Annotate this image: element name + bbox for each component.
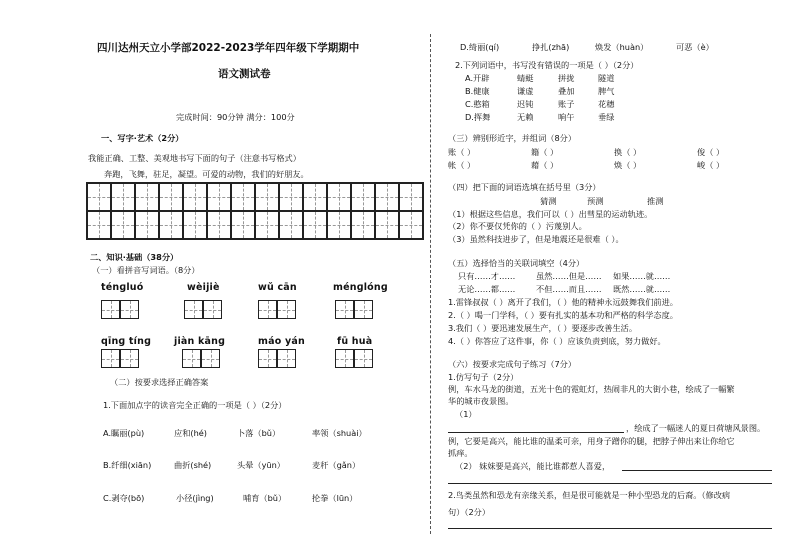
q2-c-1: C.憨箱	[465, 99, 490, 109]
pinyin-8: fū huà	[337, 336, 373, 347]
s4-word-2: 预测	[587, 196, 604, 206]
s6-example-1b: 华的城市夜景图。	[448, 396, 514, 406]
pinyin-6: jiàn kānɡ	[174, 336, 226, 347]
answer-box-1[interactable]	[101, 300, 139, 319]
pinyin-2: wèijiè	[187, 282, 220, 293]
q1-option-d-2: 挣扎(zhā)	[532, 42, 570, 52]
q1-option-c-2: 小径(jìng)	[176, 493, 214, 503]
answer-box-3[interactable]	[258, 300, 296, 319]
paper-title: 四川达州天立小学部2022-2023学年四年级下学期期中	[97, 42, 360, 54]
s5-item-4: 4.（ ）你答应了这件事，你（ ）应该负责到底，努力做好。	[448, 336, 666, 346]
q2-c-3: 账子	[558, 99, 575, 109]
section-6-heading: （六）按要求完成句子练习（7分）	[448, 359, 577, 369]
q1-option-d-1: D.绮丽(qí)	[460, 42, 500, 52]
section-3-heading: （三）辨别形近字，并组词（8分）	[448, 133, 577, 143]
s5-conj-5: 不但……而且……	[536, 284, 602, 294]
s6-example-2: 例，它要是高兴，能比谁的温柔可亲，用身子蹭你的腿，把脖子伸出来让你给它	[448, 436, 735, 446]
pinyin-1: ténɡluó	[101, 282, 144, 293]
s3-r1-2: 籍（ ）	[531, 147, 559, 157]
section-4-heading: （四）把下面的词语选填在括号里（3分）	[448, 182, 601, 192]
answer-box-6[interactable]	[182, 349, 220, 368]
q2-a-1: A.开辟	[465, 73, 490, 83]
answer-box-4[interactable]	[335, 300, 373, 319]
s6-item-2: （2） 妹妹要是高兴，能比谁都惹人喜爱，	[455, 461, 611, 471]
s3-r2-2: 藉（ ）	[531, 160, 559, 170]
question-1: 1.下面加点字的读音完全正确的一项是（ ）（2分）	[103, 400, 287, 410]
q1-option-b-1: B.纤细(xiān)	[103, 460, 152, 470]
pinyin-3: wǔ cān	[258, 282, 297, 293]
section-1-instruction: 我能正确、工整、美观地书写下面的句子（注意书写格式）	[88, 153, 301, 163]
s6-answer-line-1[interactable]	[448, 432, 624, 433]
s6-example-1: 例，车水马龙的街道，五光十色的霓虹灯，热闹非凡的大街小巷，绘成了一幅繁	[448, 384, 735, 394]
s3-r2-4: 峻（ ）	[697, 160, 725, 170]
s5-conj-3: 如果……就……	[613, 271, 671, 281]
section-2-sub1: （一）看拼音写词语。（8分）	[92, 265, 200, 275]
s4-item-2: （2）你不要仅凭你的（ ）污蔑别人。	[448, 221, 587, 231]
s3-r1-1: 账（ ）	[448, 147, 476, 157]
pinyin-4: ménɡlónɡ	[333, 282, 388, 293]
s6-item-1-tail: ，绘成了一幅迷人的夏日荷塘风景图。	[626, 423, 766, 433]
s5-conj-6: 既然……就……	[613, 284, 671, 294]
q2-b-1: B.健康	[465, 86, 490, 96]
q1-option-c-3: 哺育（bǔ）	[243, 493, 287, 503]
q2-d-4: 垂绿	[598, 112, 615, 122]
q2-a-2: 蜻蜓	[517, 73, 534, 83]
pinyin-7: máo yán	[258, 336, 305, 347]
q2-d-3: 响午	[558, 112, 575, 122]
q2-b-4: 脾气	[598, 86, 615, 96]
q1-option-b-3: 头晕（yūn）	[237, 460, 285, 470]
q2-b-2: 谦虚	[517, 86, 534, 96]
s3-r1-4: 俊（ ）	[697, 147, 725, 157]
q2-b-3: 叠加	[558, 86, 575, 96]
section-1-heading: 一、写字·艺术（2分）	[101, 133, 184, 143]
s6-item-1-label: （1）	[455, 409, 477, 419]
q2-c-2: 迟钝	[517, 99, 534, 109]
q2-c-4: 花穗	[598, 99, 615, 109]
answer-box-5[interactable]	[101, 349, 139, 368]
pinyin-5: qīnɡ tínɡ	[101, 336, 152, 347]
s4-word-1: 猜测	[540, 196, 557, 206]
q1-option-b-2: 曲折(shé)	[174, 460, 212, 470]
q1-option-d-4: 可恶（è）	[676, 42, 714, 52]
s5-item-1: 1.雷锋叔叔（ ）离开了我们，（ ）他的精神永远鼓舞我们前进。	[448, 297, 678, 307]
q2-a-3: 拼拢	[558, 73, 575, 83]
q1-option-b-4: 麦秆（gǎn）	[312, 460, 361, 470]
s3-r2-1: 帐（ ）	[448, 160, 476, 170]
section-1-sentence: 奔跑，飞舞，驻足，凝望。可爱的动物，我们的好朋友。	[104, 169, 309, 179]
s6-question-2: 2.鸟类虽然和恐龙有亲缘关系，但是很可能就是一种小型恐龙的后裔。（修改病	[448, 490, 731, 500]
s4-item-1: （1）根据这些信息，我们可以（ ）出彗星的运动轨迹。	[448, 209, 653, 219]
s4-word-3: 推测	[647, 196, 664, 206]
q2-d-1: D.挥舞	[465, 112, 491, 122]
q1-option-a-3: 卜落（bǔ）	[237, 428, 281, 438]
s4-item-3: （3）虽然科技进步了，但是地震还是很难（ ）。	[448, 234, 624, 244]
s3-r2-3: 焕（ ）	[614, 160, 642, 170]
s5-conj-1: 只有……才……	[458, 271, 516, 281]
s6-example-2b: 抓痒。	[448, 448, 473, 458]
section-2-sub2: （二）按要求选择正确答案	[110, 377, 209, 387]
s5-conj-2: 虽然……但是……	[536, 271, 602, 281]
answer-box-8[interactable]	[335, 349, 373, 368]
s5-item-3: 3.我们（ ）要迅速发展生产，（ ）要逐步改善生活。	[448, 323, 638, 333]
writing-grid[interactable]	[86, 182, 424, 240]
q1-option-a-1: A.瞩丽(pù)	[103, 428, 145, 438]
s3-r1-3: 换（ ）	[614, 147, 642, 157]
q1-option-c-4: 抡拳（lūn）	[312, 493, 358, 503]
q1-option-c-1: C.剥夺(bō)	[103, 493, 145, 503]
answer-box-7[interactable]	[258, 349, 296, 368]
column-divider	[430, 34, 431, 534]
answer-box-2[interactable]	[184, 300, 222, 319]
q1-option-a-4: 率领（shuài）	[312, 428, 367, 438]
s6-question-1: 1.仿写句子（2分）	[448, 372, 519, 382]
s6-question-2b: 句）（2分）	[448, 507, 491, 517]
section-5-heading: （五）选择恰当的关联词填空（4分）	[448, 258, 585, 268]
q2-a-4: 隧道	[598, 73, 615, 83]
q1-option-a-2: 应和(hé)	[174, 428, 207, 438]
q1-option-d-3: 焕发（huàn）	[595, 42, 649, 52]
paper-subtitle: 语文测试卷	[218, 68, 271, 80]
s5-item-2: 2.（ ）喝一门学科，（ ）要有扎实的基本功和严格的科学态度。	[448, 310, 678, 320]
time-score-line: 完成时间：90分钟 满分：100分	[176, 112, 295, 122]
s6-answer-line-3[interactable]	[448, 528, 772, 529]
s6-answer-line-2b[interactable]	[448, 483, 772, 484]
q2-d-2: 无赖	[517, 112, 534, 122]
section-2-heading: 二、知识·基础（38分）	[90, 252, 179, 262]
s5-conj-4: 无论……都……	[458, 284, 516, 294]
s6-answer-line-2a[interactable]	[622, 470, 772, 471]
question-2: 2.下列词语中，书写没有错误的一项是（ ）（2分）	[455, 60, 639, 70]
